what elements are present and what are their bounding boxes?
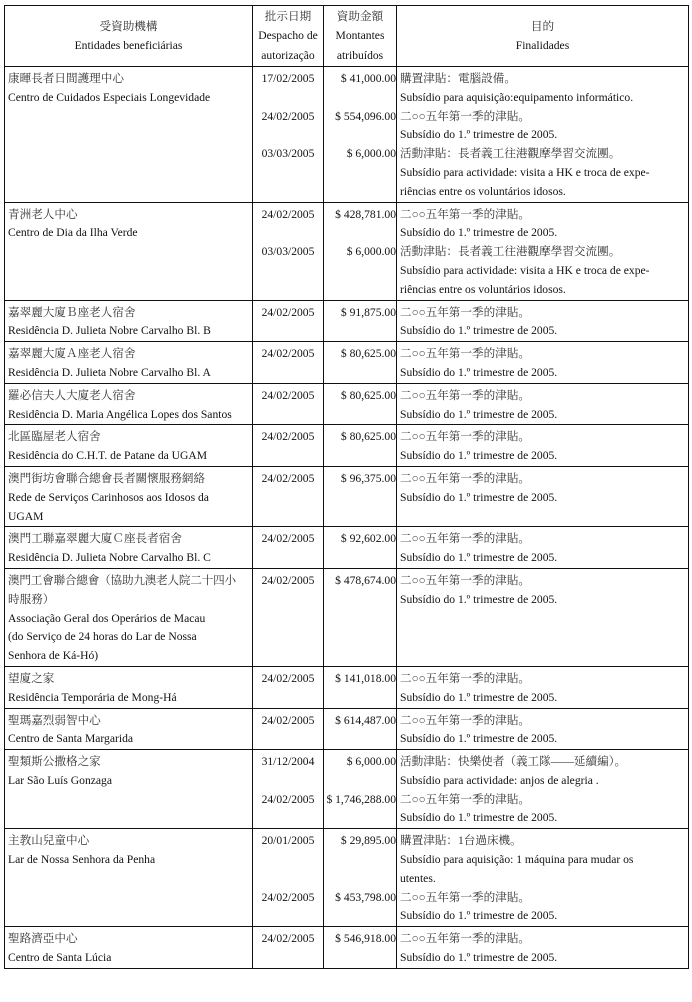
- purpose-text-zh: 購置津貼：電腦設備。: [400, 72, 516, 85]
- grant-date: 24/02/2005: [261, 430, 315, 444]
- purpose-cell: [397, 666, 689, 708]
- table-row: [5, 466, 689, 526]
- purpose-text-zh: 活動津貼：長者義工往港觀摩學習交流團。: [400, 147, 621, 161]
- entity-cell: [5, 466, 253, 526]
- entity-name-zh: 聖路濟亞中心: [8, 932, 78, 946]
- grant-date: 24/02/2005: [261, 532, 315, 546]
- purpose-cell: [397, 383, 689, 425]
- header-date-pt2: autorização: [261, 48, 315, 62]
- date-cell: [253, 342, 324, 384]
- entity-name-pt: Centro de Cuidados Especiais Longevidade: [8, 90, 211, 104]
- purpose-text-zh: 二○○五年第一季的津貼。: [400, 532, 530, 546]
- grant-amount: $ 96,375.00: [340, 471, 396, 485]
- header-date-zh: 批示日期: [264, 9, 312, 23]
- grants-table: [4, 5, 689, 969]
- header-amount: [324, 6, 397, 67]
- grant-amount: $ 91,875.00: [340, 305, 396, 319]
- purpose-text-pt: Subsídio do 1.º trimestre de 2005.: [400, 365, 558, 379]
- entity-name-zh: 澳門工會聯合總會（協助九澳老人院二十四小: [8, 573, 236, 587]
- grant-date: 17/02/2005: [261, 72, 315, 85]
- date-cell: [253, 708, 324, 750]
- table-row: [5, 666, 689, 708]
- date-cell: [253, 527, 324, 569]
- document-page: [4, 5, 688, 969]
- purpose-cell: [397, 750, 689, 829]
- grant-amount: $ 80,625.00: [340, 347, 396, 361]
- entity-cell: [5, 527, 253, 569]
- date-cell: [253, 300, 324, 342]
- purpose-cell: [397, 568, 689, 666]
- entity-name-pt: UGAM: [8, 509, 44, 523]
- purpose-text-pt: Subsídio do 1.º trimestre de 2005.: [400, 551, 558, 565]
- header-entity: [5, 6, 253, 67]
- entity-cell: [5, 300, 253, 342]
- table-row: [5, 425, 689, 467]
- purpose-text-pt: Subsídio do 1.º trimestre de 2005.: [400, 490, 558, 504]
- purpose-text-pt: utentes.: [400, 871, 436, 885]
- date-cell: [253, 202, 324, 300]
- entity-name-pt: Lar São Luís Gonzaga: [8, 773, 112, 787]
- entity-name-pt: (do Serviço de 24 horas do Lar de Nossa: [8, 630, 197, 644]
- purpose-cell: [397, 466, 689, 526]
- entity-name-pt: Residência D. Julieta Nobre Carvalho Bl. C: [8, 551, 211, 565]
- grant-amount: $ 453,798.00: [335, 890, 396, 904]
- grant-amount: $ 6,000.00: [346, 755, 396, 769]
- grant-amount: $ 428,781.00: [335, 207, 396, 221]
- purpose-text-pt: Subsídio do 1.º trimestre de 2005.: [400, 811, 558, 825]
- entity-name-pt: Centro de Santa Lúcia: [8, 951, 112, 965]
- amount-cell: [324, 927, 397, 969]
- amount-cell: [324, 202, 397, 300]
- entity-name-zh: 青洲老人中心: [8, 207, 78, 221]
- purpose-text-zh: 二○○五年第一季的津貼。: [400, 890, 530, 904]
- date-cell: [253, 829, 324, 927]
- grant-date: 24/02/2005: [261, 792, 315, 806]
- grant-date: 20/01/2005: [261, 834, 315, 848]
- table-row: [5, 383, 689, 425]
- table-row: [5, 300, 689, 342]
- purpose-text-pt: Subsídio do 1.º trimestre de 2005.: [400, 592, 558, 606]
- entity-name-pt: Senhora de Ká-Hó): [8, 649, 99, 663]
- entity-name-pt: Rede de Serviços Carinhosos aos Idosos da: [8, 490, 209, 504]
- table-row: [5, 342, 689, 384]
- purpose-text-zh: 活動津貼：快樂使者（義工隊——延續編）。: [400, 755, 627, 769]
- entity-name-pt: Residência D. Julieta Nobre Carvalho Bl. B: [8, 324, 211, 338]
- grant-amount: $ 614,487.00: [335, 713, 396, 727]
- grant-amount: $ 141,018.00: [335, 671, 396, 685]
- table-row: [5, 568, 689, 666]
- entity-cell: [5, 568, 253, 666]
- date-cell: [253, 425, 324, 467]
- grant-amount: $ 1,746,288.00: [326, 792, 396, 806]
- entity-name-zh: 聖類斯公撒格之家: [8, 755, 101, 769]
- entity-cell: [5, 67, 253, 203]
- purpose-text-zh: 二○○五年第一季的津貼。: [400, 305, 530, 319]
- amount-cell: [324, 666, 397, 708]
- purpose-text-pt: Subsídio para aquisição:equipamento informático.: [400, 90, 634, 104]
- grant-amount: $ 554,096.00: [335, 109, 396, 123]
- date-cell: [253, 383, 324, 425]
- date-cell: [253, 666, 324, 708]
- purpose-text-pt: Subsídio do 1.º trimestre de 2005.: [400, 951, 558, 965]
- entity-name-pt: Lar de Nossa Senhora da Penha: [8, 853, 156, 867]
- entity-name-zh: 康暉長者日間護理中心: [8, 72, 124, 85]
- grant-date: 24/02/2005: [261, 347, 315, 361]
- amount-cell: [324, 568, 397, 666]
- entity-name-zh: 北區臨屋老人宿舍: [8, 430, 101, 444]
- purpose-text-zh: 二○○五年第一季的津貼。: [400, 573, 530, 587]
- purpose-text-zh: 購置津貼：1台過床機。: [400, 834, 522, 848]
- purpose-text-pt: riências entre os voluntários idosos.: [400, 184, 566, 198]
- header-date-pt1: Despacho de: [258, 29, 318, 43]
- entity-name-pt: Residência do C.H.T. de Patane da UGAM: [8, 449, 208, 463]
- table-row: [5, 67, 689, 203]
- grant-date: 24/02/2005: [261, 890, 315, 904]
- amount-cell: [324, 425, 397, 467]
- purpose-text-zh: 二○○五年第一季的津貼。: [400, 109, 530, 123]
- entity-cell: [5, 342, 253, 384]
- purpose-text-zh: 二○○五年第一季的津貼。: [400, 471, 530, 485]
- header-amount-pt2: atribuídos: [336, 48, 384, 62]
- entity-cell: [5, 425, 253, 467]
- purpose-text-pt: Subsídio do 1.º trimestre de 2005.: [400, 449, 558, 463]
- table-header: [5, 6, 689, 67]
- entity-name-zh: 望廈之家: [8, 671, 55, 685]
- table-row: [5, 527, 689, 569]
- grant-date: 24/02/2005: [261, 573, 315, 587]
- grant-date: 03/03/2005: [261, 245, 315, 259]
- entity-name-zh: 澳門工聯嘉翠麗大廈Ｃ座長者宿舍: [8, 532, 182, 546]
- entity-cell: [5, 708, 253, 750]
- entity-cell: [5, 383, 253, 425]
- header-purpose: [397, 6, 689, 67]
- amount-cell: [324, 67, 397, 203]
- entity-name-zh: 聖瑪嘉烈弱智中心: [8, 713, 101, 727]
- purpose-text-pt: Subsídio do 1.º trimestre de 2005.: [400, 909, 558, 923]
- amount-cell: [324, 300, 397, 342]
- amount-cell: [324, 342, 397, 384]
- purpose-text-pt: Subsídio do 1.º trimestre de 2005.: [400, 324, 558, 338]
- header-amount-zh: 資助金額: [336, 9, 384, 23]
- entity-name-pt: Residência D. Julieta Nobre Carvalho Bl. A: [8, 365, 211, 379]
- purpose-text-pt: Subsídio do 1.º trimestre de 2005.: [400, 226, 558, 240]
- purpose-text-zh: 二○○五年第一季的津貼。: [400, 932, 530, 946]
- purpose-text-pt: riências entre os voluntários idosos.: [400, 282, 566, 296]
- entity-name-zh: 時服務）: [8, 592, 55, 606]
- purpose-cell: [397, 425, 689, 467]
- table-row: [5, 750, 689, 829]
- entity-cell: [5, 750, 253, 829]
- header-purpose-zh: 目的: [530, 19, 555, 33]
- header-entity-zh: 受資助機構: [99, 19, 158, 33]
- grant-amount: $ 29,895.00: [340, 834, 396, 848]
- table-row: [5, 202, 689, 300]
- grant-amount: $ 6,000.00: [346, 147, 396, 161]
- entity-name-pt: Residência D. Maria Angélica Lopes dos Santos: [8, 407, 232, 421]
- table-body: [5, 67, 689, 969]
- entity-name-zh: 羅必信夫人大廈老人宿舍: [8, 388, 136, 402]
- table-row: [5, 927, 689, 969]
- purpose-text-zh: 二○○五年第一季的津貼。: [400, 388, 530, 402]
- purpose-text-pt: Subsídio do 1.º trimestre de 2005.: [400, 690, 558, 704]
- entity-cell: [5, 666, 253, 708]
- purpose-cell: [397, 527, 689, 569]
- grant-date: 24/02/2005: [261, 109, 315, 123]
- grant-amount: $ 478,674.00: [335, 573, 396, 587]
- purpose-text-pt: Subsídio para actividade: visita a HK e troca de expe-: [400, 263, 650, 277]
- table-row: [5, 829, 689, 927]
- date-cell: [253, 568, 324, 666]
- purpose-text-zh: 二○○五年第一季的津貼。: [400, 792, 530, 806]
- purpose-cell: [397, 202, 689, 300]
- entity-cell: [5, 927, 253, 969]
- entity-name-pt: Centro de Dia da Ilha Verde: [8, 226, 138, 240]
- purpose-text-pt: Subsídio para actividade: anjos de alegria .: [400, 773, 599, 787]
- purpose-text-zh: 二○○五年第一季的津貼。: [400, 671, 530, 685]
- grant-amount: $ 41,000.00: [340, 72, 396, 85]
- entity-cell: [5, 202, 253, 300]
- grant-date: 03/03/2005: [261, 147, 315, 161]
- header-date: [253, 6, 324, 67]
- purpose-text-pt: Subsídio do 1.º trimestre de 2005.: [400, 732, 558, 746]
- purpose-text-pt: Subsídio do 1.º trimestre de 2005.: [400, 128, 558, 142]
- date-cell: [253, 67, 324, 203]
- grant-amount: $ 92,602.00: [340, 532, 396, 546]
- grant-date: 31/12/2004: [261, 755, 315, 769]
- purpose-text-pt: Subsídio do 1.º trimestre de 2005.: [400, 407, 558, 421]
- grant-date: 24/02/2005: [261, 305, 315, 319]
- purpose-text-zh: 二○○五年第一季的津貼。: [400, 430, 530, 444]
- entity-name-zh: 嘉翠麗大廈Ｂ座老人宿舍: [8, 305, 136, 319]
- purpose-text-pt: Subsídio para aquisição: 1 máquina para mudar os: [400, 853, 634, 867]
- grant-date: 24/02/2005: [261, 713, 315, 727]
- purpose-cell: [397, 708, 689, 750]
- entity-cell: [5, 829, 253, 927]
- purpose-cell: [397, 829, 689, 927]
- amount-cell: [324, 383, 397, 425]
- entity-name-zh: 嘉翠麗大廈Ａ座老人宿舍: [8, 347, 136, 361]
- purpose-text-zh: 二○○五年第一季的津貼。: [400, 207, 530, 221]
- grant-date: 24/02/2005: [261, 671, 315, 685]
- entity-name-zh: 澳門街坊會聯合總會長者關懷服務網絡: [8, 471, 206, 485]
- date-cell: [253, 466, 324, 526]
- amount-cell: [324, 527, 397, 569]
- purpose-text-pt: Subsídio para actividade: visita a HK e troca de expe-: [400, 165, 650, 179]
- grant-amount: $ 546,918.00: [335, 932, 396, 946]
- table-row: [5, 708, 689, 750]
- entity-name-zh: 主教山兒童中心: [8, 834, 90, 848]
- date-cell: [253, 927, 324, 969]
- purpose-cell: [397, 300, 689, 342]
- purpose-cell: [397, 342, 689, 384]
- amount-cell: [324, 466, 397, 526]
- date-cell: [253, 750, 324, 829]
- header-amount-pt1: Montantes: [335, 29, 385, 43]
- entity-name-pt: Centro de Santa Margarida: [8, 732, 134, 746]
- entity-name-pt: Associação Geral dos Operários de Macau: [8, 611, 206, 625]
- amount-cell: [324, 829, 397, 927]
- grant-amount: $ 6,000.00: [346, 245, 396, 259]
- amount-cell: [324, 750, 397, 829]
- purpose-text-zh: 活動津貼：長者義工往港觀摩學習交流團。: [400, 245, 621, 259]
- grant-date: 24/02/2005: [261, 388, 315, 402]
- header-entity-pt: Entidades beneficiárias: [74, 39, 183, 52]
- grant-date: 24/02/2005: [261, 932, 315, 946]
- purpose-text-zh: 二○○五年第一季的津貼。: [400, 713, 530, 727]
- purpose-cell: [397, 927, 689, 969]
- amount-cell: [324, 708, 397, 750]
- header-purpose-pt: Finalidades: [515, 39, 570, 52]
- grant-date: 24/02/2005: [261, 471, 315, 485]
- purpose-cell: [397, 67, 689, 203]
- grant-amount: $ 80,625.00: [340, 430, 396, 444]
- purpose-text-zh: 二○○五年第一季的津貼。: [400, 347, 530, 361]
- grant-amount: $ 80,625.00: [340, 388, 396, 402]
- entity-name-pt: Residência Temporária de Mong-Há: [8, 690, 177, 704]
- grant-date: 24/02/2005: [261, 207, 315, 221]
